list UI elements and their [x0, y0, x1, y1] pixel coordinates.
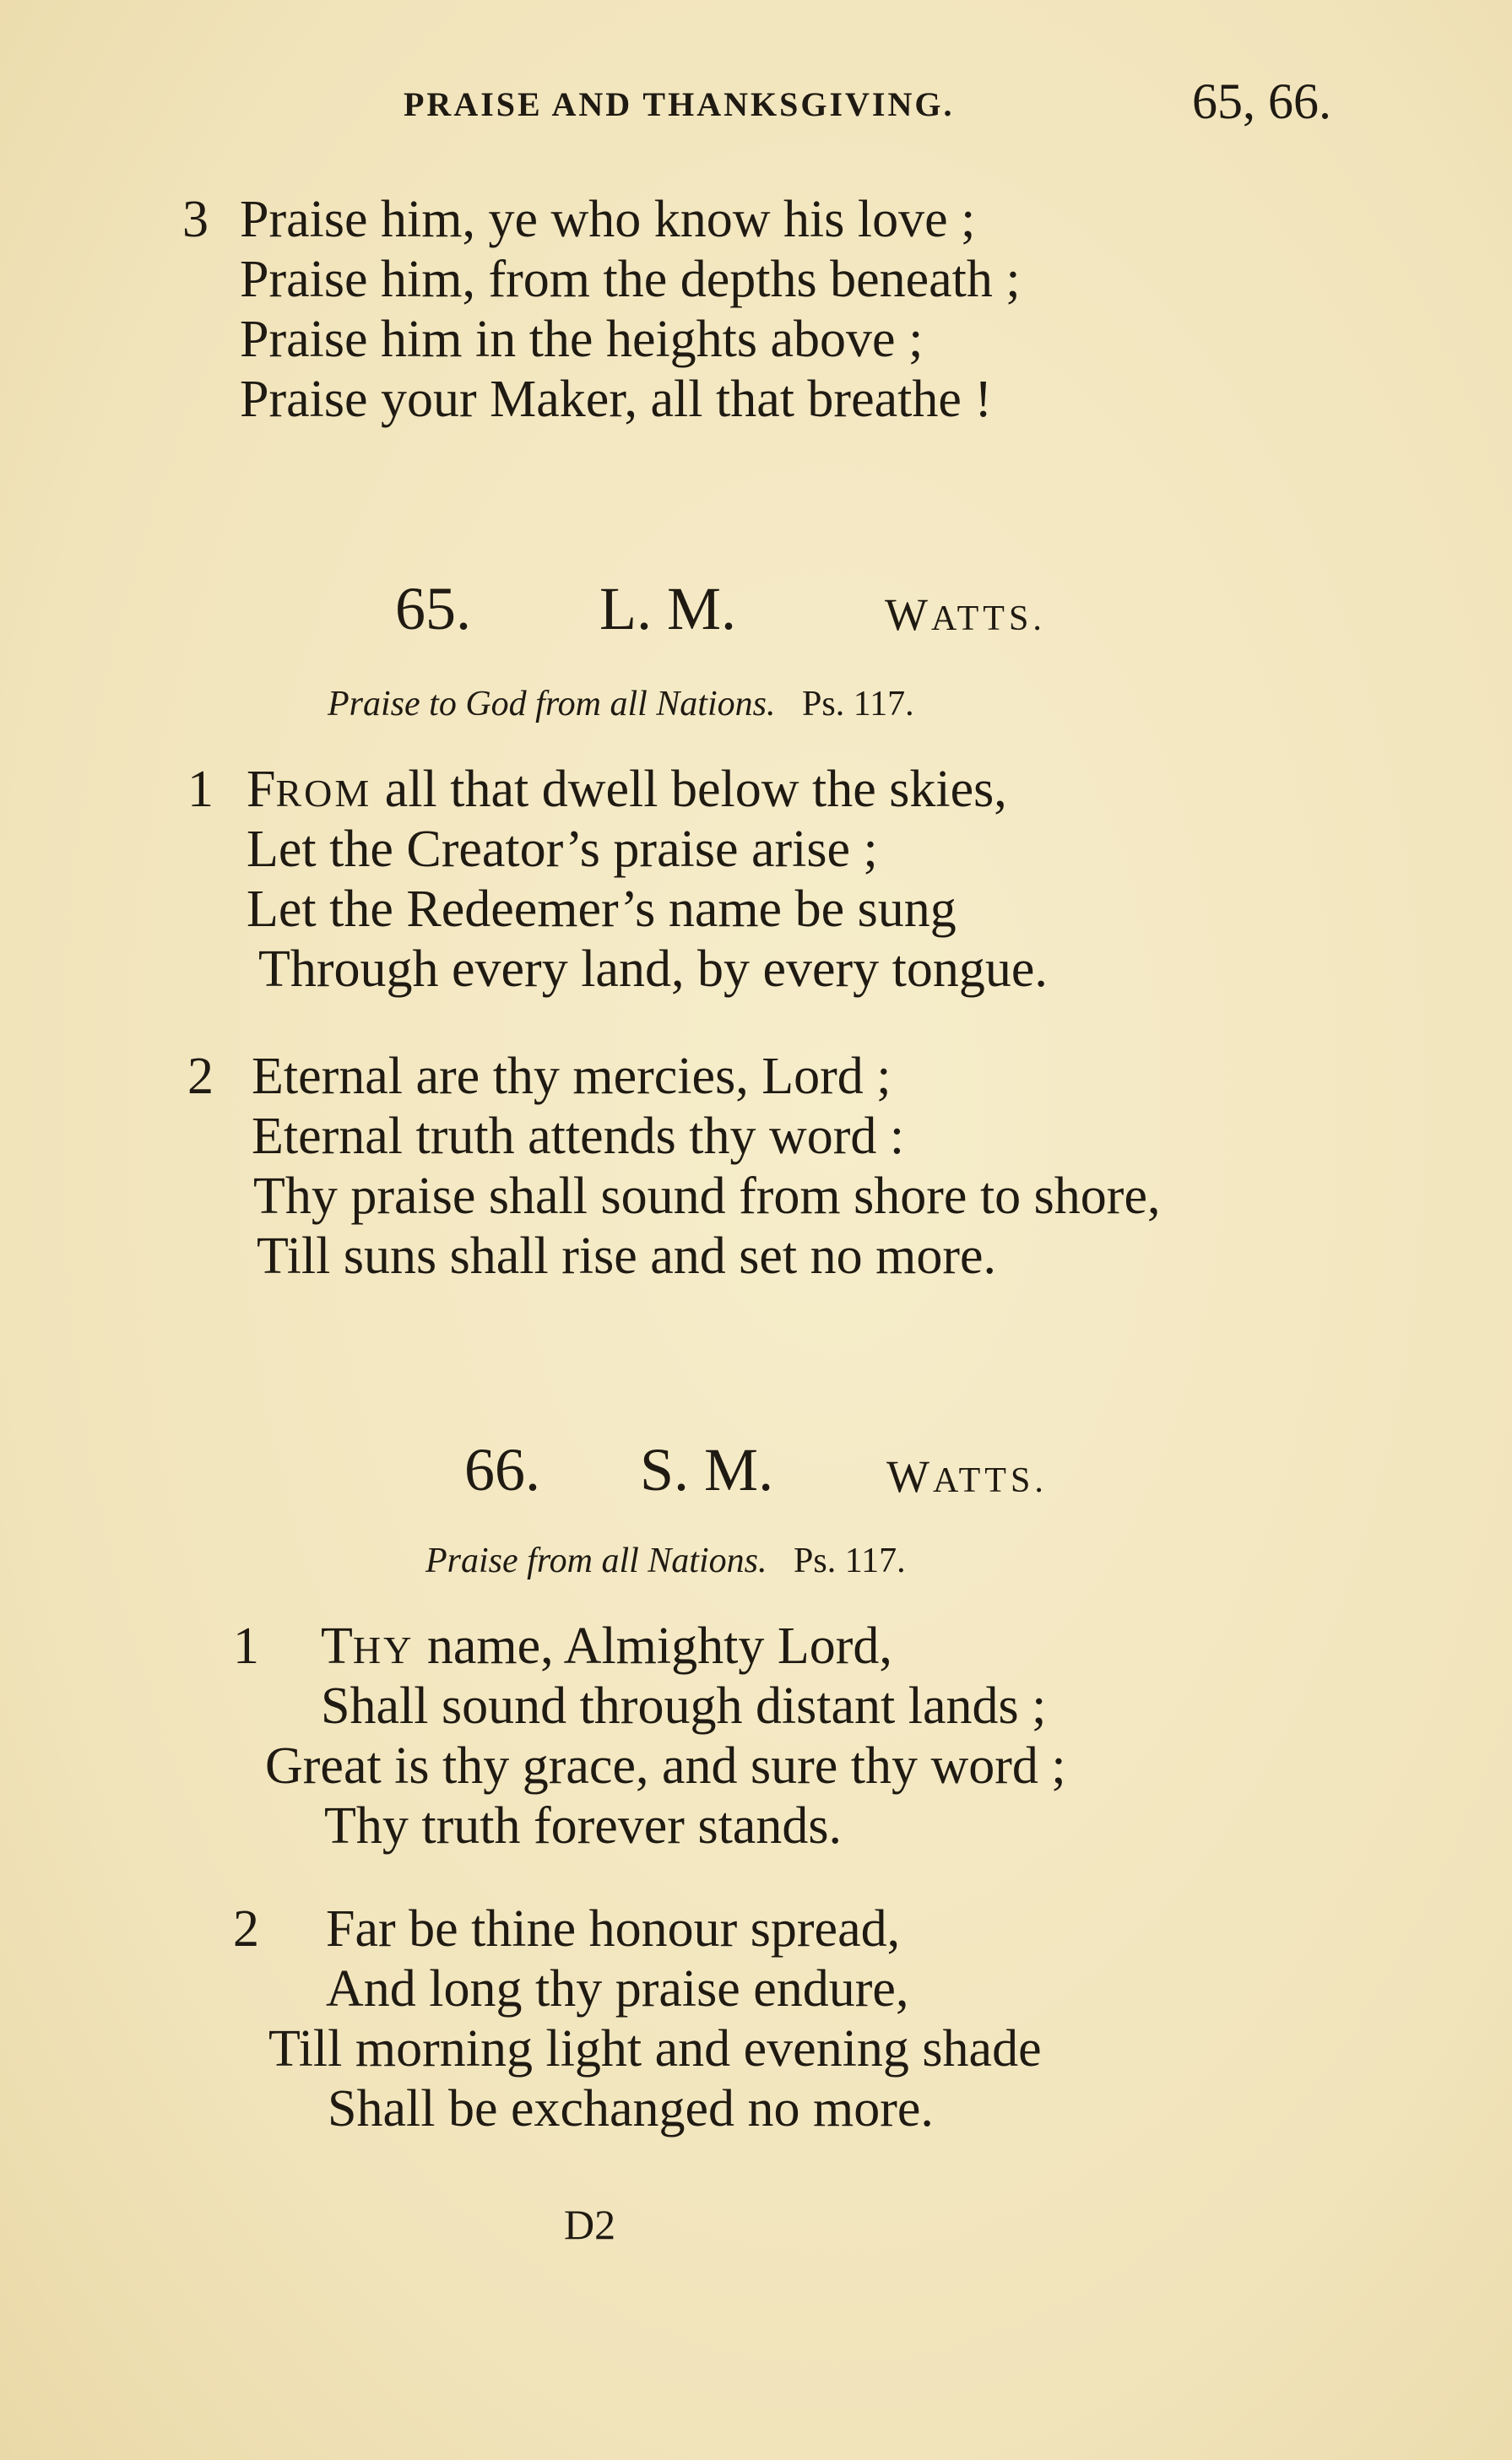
author-initial: W — [886, 1451, 933, 1502]
verse-line: Shall sound through distant lands ; — [321, 1677, 1047, 1735]
verse-line: Praise him, ye who know his love ; — [240, 191, 976, 248]
psalm-reference: Ps. 117. — [801, 685, 914, 723]
hymn-meter: S. M. — [640, 1436, 774, 1504]
verse-number: 3 — [182, 191, 209, 248]
verse-line: Great is thy grace, and sure thy word ; — [265, 1737, 1066, 1795]
author-initial: W — [885, 589, 931, 640]
verse-line: And long thy praise endure, — [326, 1960, 909, 2018]
running-head-title: PRAISE AND THANKSGIVING. — [404, 85, 955, 123]
author-rest: ATTS. — [932, 1461, 1048, 1500]
small-caps-initial: T — [321, 1617, 353, 1675]
verse-line: Eternal are thy mercies, Lord ; — [252, 1048, 891, 1105]
verse-line — [321, 1617, 892, 1680]
subtitle-text: Praise from all Nations. — [425, 1542, 767, 1580]
verse-line: Let the Creator’s praise arise ; — [247, 821, 878, 878]
page-numbers: 65, 66. — [1192, 73, 1331, 129]
verse-number: 2 — [233, 1900, 259, 1958]
author-rest: ATTS. — [930, 599, 1046, 638]
verse-line: Eternal truth attends thy word : — [252, 1108, 905, 1165]
hymn-author — [886, 1450, 1048, 1503]
signature-mark: D2 — [564, 2201, 616, 2248]
small-caps-rest: ROM — [275, 772, 372, 815]
verse-line: Let the Redeemer’s name be sung — [247, 881, 957, 938]
psalm-reference: Ps. 117. — [793, 1542, 906, 1580]
verse-line: Till suns shall rise and set no more. — [257, 1227, 997, 1285]
hymn-number: 66. — [464, 1436, 540, 1504]
hymn-subtitle — [328, 684, 914, 724]
verse-line: Till morning light and evening shade — [268, 2020, 1042, 2078]
verse-line: Far be thine honour spread, — [326, 1900, 901, 1958]
verse-line: Praise him in the heights above ; — [240, 311, 924, 368]
verse-number: 2 — [187, 1048, 214, 1105]
verse-line — [247, 760, 1007, 823]
verse-line: Praise your Maker, all that breathe ! — [240, 371, 993, 428]
small-caps-initial: F — [247, 761, 276, 818]
verse-line: Through every land, by every tongue. — [258, 940, 1048, 998]
hymn-number: 65. — [395, 575, 471, 642]
hymn-meter: L. M. — [599, 575, 736, 642]
verse-number: 1 — [187, 761, 214, 818]
first-line-rest: all that dwell below the skies, — [371, 761, 1007, 818]
subtitle-text: Praise to God from all Nations. — [328, 685, 776, 723]
verse-line: Thy truth forever stands. — [324, 1797, 842, 1855]
verse-line: Thy praise shall sound from shore to shore, — [253, 1168, 1161, 1225]
hymn-author — [885, 588, 1046, 641]
hymn-subtitle — [425, 1541, 906, 1581]
small-caps-rest: HY — [352, 1628, 415, 1672]
verse-line: Shall be exchanged no more. — [328, 2080, 934, 2138]
verse-number: 1 — [233, 1617, 259, 1675]
verse-line: Praise him, from the depths beneath ; — [240, 251, 1021, 308]
first-line-rest: name, Almighty Lord, — [414, 1617, 892, 1675]
